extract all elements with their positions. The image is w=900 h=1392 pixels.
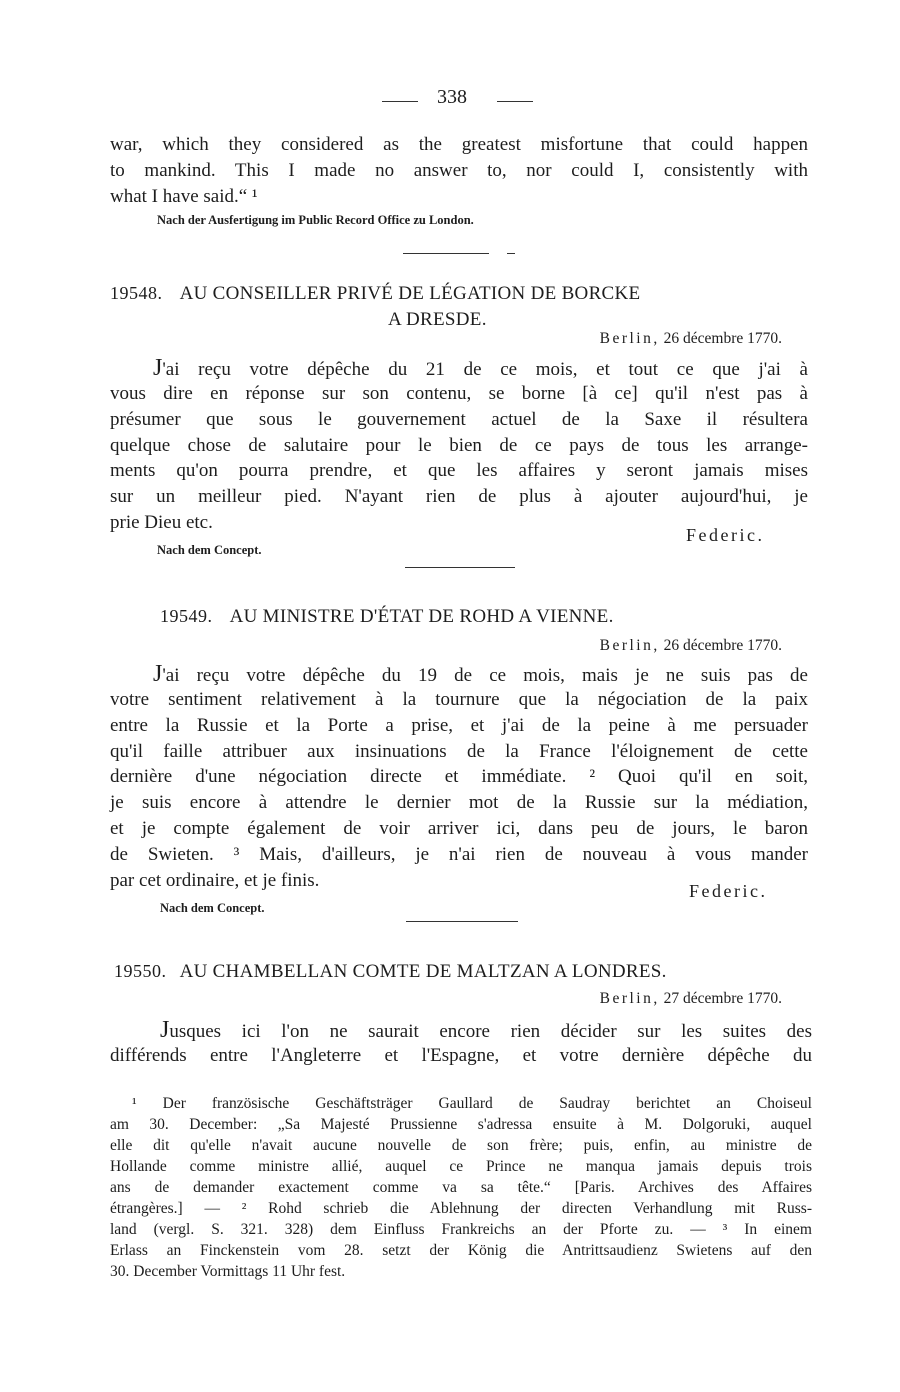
dateline-place: Berlin,	[599, 990, 660, 1007]
text-line: vous dire en réponse sur son contenu, se borne [à ce] qu'il n'est pas à	[110, 383, 808, 404]
letter-title: AU CONSEILLER PRIVÉ DE LÉGATION DE BORCKE	[179, 283, 641, 304]
source-note: Nach der Ausfertigung im Public Record Office zu London.	[157, 213, 474, 227]
section-rule	[507, 253, 515, 254]
letter-title-continued: A DRESDE.	[388, 309, 487, 330]
footnote-line: land (vergl. S. 321. 328) dem Einfluss Frankreichs an der Pforte zu. — ³ In einem	[110, 1221, 812, 1238]
footnote-line: elle dit qu'elle n'avait aucune nouvelle de son frère; puis, enfin, au ministre de	[110, 1137, 812, 1154]
letter-heading	[110, 283, 808, 305]
dateline-date: 27 décembre 1770.	[663, 990, 782, 1007]
drop-cap: J	[153, 355, 163, 381]
text-line	[153, 355, 808, 383]
letter-heading	[160, 606, 800, 628]
letter-number: 19549.	[160, 606, 213, 626]
letter-number: 19550.	[114, 961, 167, 981]
text-line: qu'il faille attribuer aux insinuations de la France l'éloignement de cette	[110, 741, 808, 762]
text-line-content: 'ai reçu votre dépêche du 21 de ce mois, et tout ce que j'ai à	[162, 359, 808, 380]
text-line: what I have said.“ ¹	[110, 186, 258, 207]
section-rule	[405, 567, 515, 568]
drop-cap: J	[160, 1017, 170, 1043]
page-number: 338	[437, 86, 467, 108]
dateline	[600, 330, 782, 348]
letter-number: 19548.	[110, 283, 163, 303]
text-line	[153, 661, 808, 689]
header-rule-left	[382, 101, 418, 102]
text-line: war, which they considered as the greatest misfortune that could happen	[110, 134, 808, 155]
source-note: Nach dem Concept.	[157, 543, 262, 557]
section-rule	[403, 253, 489, 254]
letter-title: AU MINISTRE D'ÉTAT DE ROHD A VIENNE.	[229, 606, 614, 627]
footnote-line: ¹ Der französische Geschäftsträger Gaullard de Saudray berichtet an Choiseul	[132, 1095, 812, 1112]
drop-cap: J	[153, 661, 163, 687]
text-line: ments qu'on pourra prendre, et que les affaires y seront jamais mises	[110, 460, 808, 481]
text-line: je suis encore à attendre le dernier mot de la Russie sur la médiation,	[110, 792, 808, 813]
text-line-content: 'ai reçu votre dépêche du 19 de ce mois, mais je ne suis pas de	[162, 665, 808, 686]
text-line: to mankind. This I made no answer to, nor could I, consistently with	[110, 160, 808, 181]
text-line: quelque chose de salutaire pour le bien de ce pays de tous les arrange-	[110, 435, 808, 456]
section-rule	[406, 921, 518, 922]
letter-title: AU CHAMBELLAN COMTE DE MALTZAN A LONDRES.	[179, 961, 667, 982]
text-line	[160, 1017, 812, 1045]
dateline	[600, 637, 782, 655]
text-line: différends entre l'Angleterre et l'Espagne, et votre dernière dépêche du	[110, 1045, 812, 1066]
text-line: et je compte également de voir arriver ici, dans peu de jours, le baron	[110, 818, 808, 839]
footnote-line: étrangères.] — ² Rohd schrieb die Ablehnung der directen Verhandlung mit Russ-	[110, 1200, 812, 1217]
text-line: présumer que sous le gouvernement actuel de la Saxe il résultera	[110, 409, 808, 430]
text-line: votre sentiment relativement à la tournure que la négociation de la paix	[110, 689, 808, 710]
text-line: par cet ordinaire, et je finis.	[110, 870, 320, 891]
footnote-line: Erlass an Finckenstein vom 28. setzt der König die Antrittsaudienz Swietens auf den	[110, 1242, 812, 1259]
dateline-place: Berlin,	[599, 330, 660, 347]
header-rule-right	[497, 101, 533, 102]
dateline	[600, 990, 782, 1008]
dateline-date: 26 décembre 1770.	[663, 637, 782, 654]
text-line-content: usques ici l'on ne saurait encore rien décider sur les suites des	[169, 1021, 812, 1042]
source-note: Nach dem Concept.	[160, 901, 265, 915]
text-line: prie Dieu etc.	[110, 512, 213, 533]
footnote-line: am 30. December: „Sa Majesté Prussienne s'adressa ensuite à M. Dolgoruki, auquel	[110, 1116, 812, 1133]
signature: Federic.	[689, 881, 768, 901]
footnote-line: Hollande comme ministre allié, auquel ce Prince ne manqua jamais depuis trois	[110, 1158, 812, 1175]
text-line: dernière d'une négociation directe et immédiate. ² Quoi qu'il en soit,	[110, 766, 808, 787]
footnote-line: ans de demander exactement comme va sa tête.“ [Paris. Archives des Affaires	[110, 1179, 812, 1196]
text-line: entre la Russie et la Porte a prise, et j'ai de la peine à me persuader	[110, 715, 808, 736]
text-line: sur un meilleur pied. N'ayant rien de plus à ajouter aujourd'hui, je	[110, 486, 808, 507]
text-line: de Swieten. ³ Mais, d'ailleurs, je n'ai rien de nouveau à vous mander	[110, 844, 808, 865]
footnote-line: 30. December Vormittags 11 Uhr fest.	[110, 1263, 346, 1280]
dateline-place: Berlin,	[599, 637, 660, 654]
dateline-date: 26 décembre 1770.	[663, 330, 782, 347]
signature: Federic.	[686, 525, 765, 545]
letter-heading	[114, 961, 814, 983]
